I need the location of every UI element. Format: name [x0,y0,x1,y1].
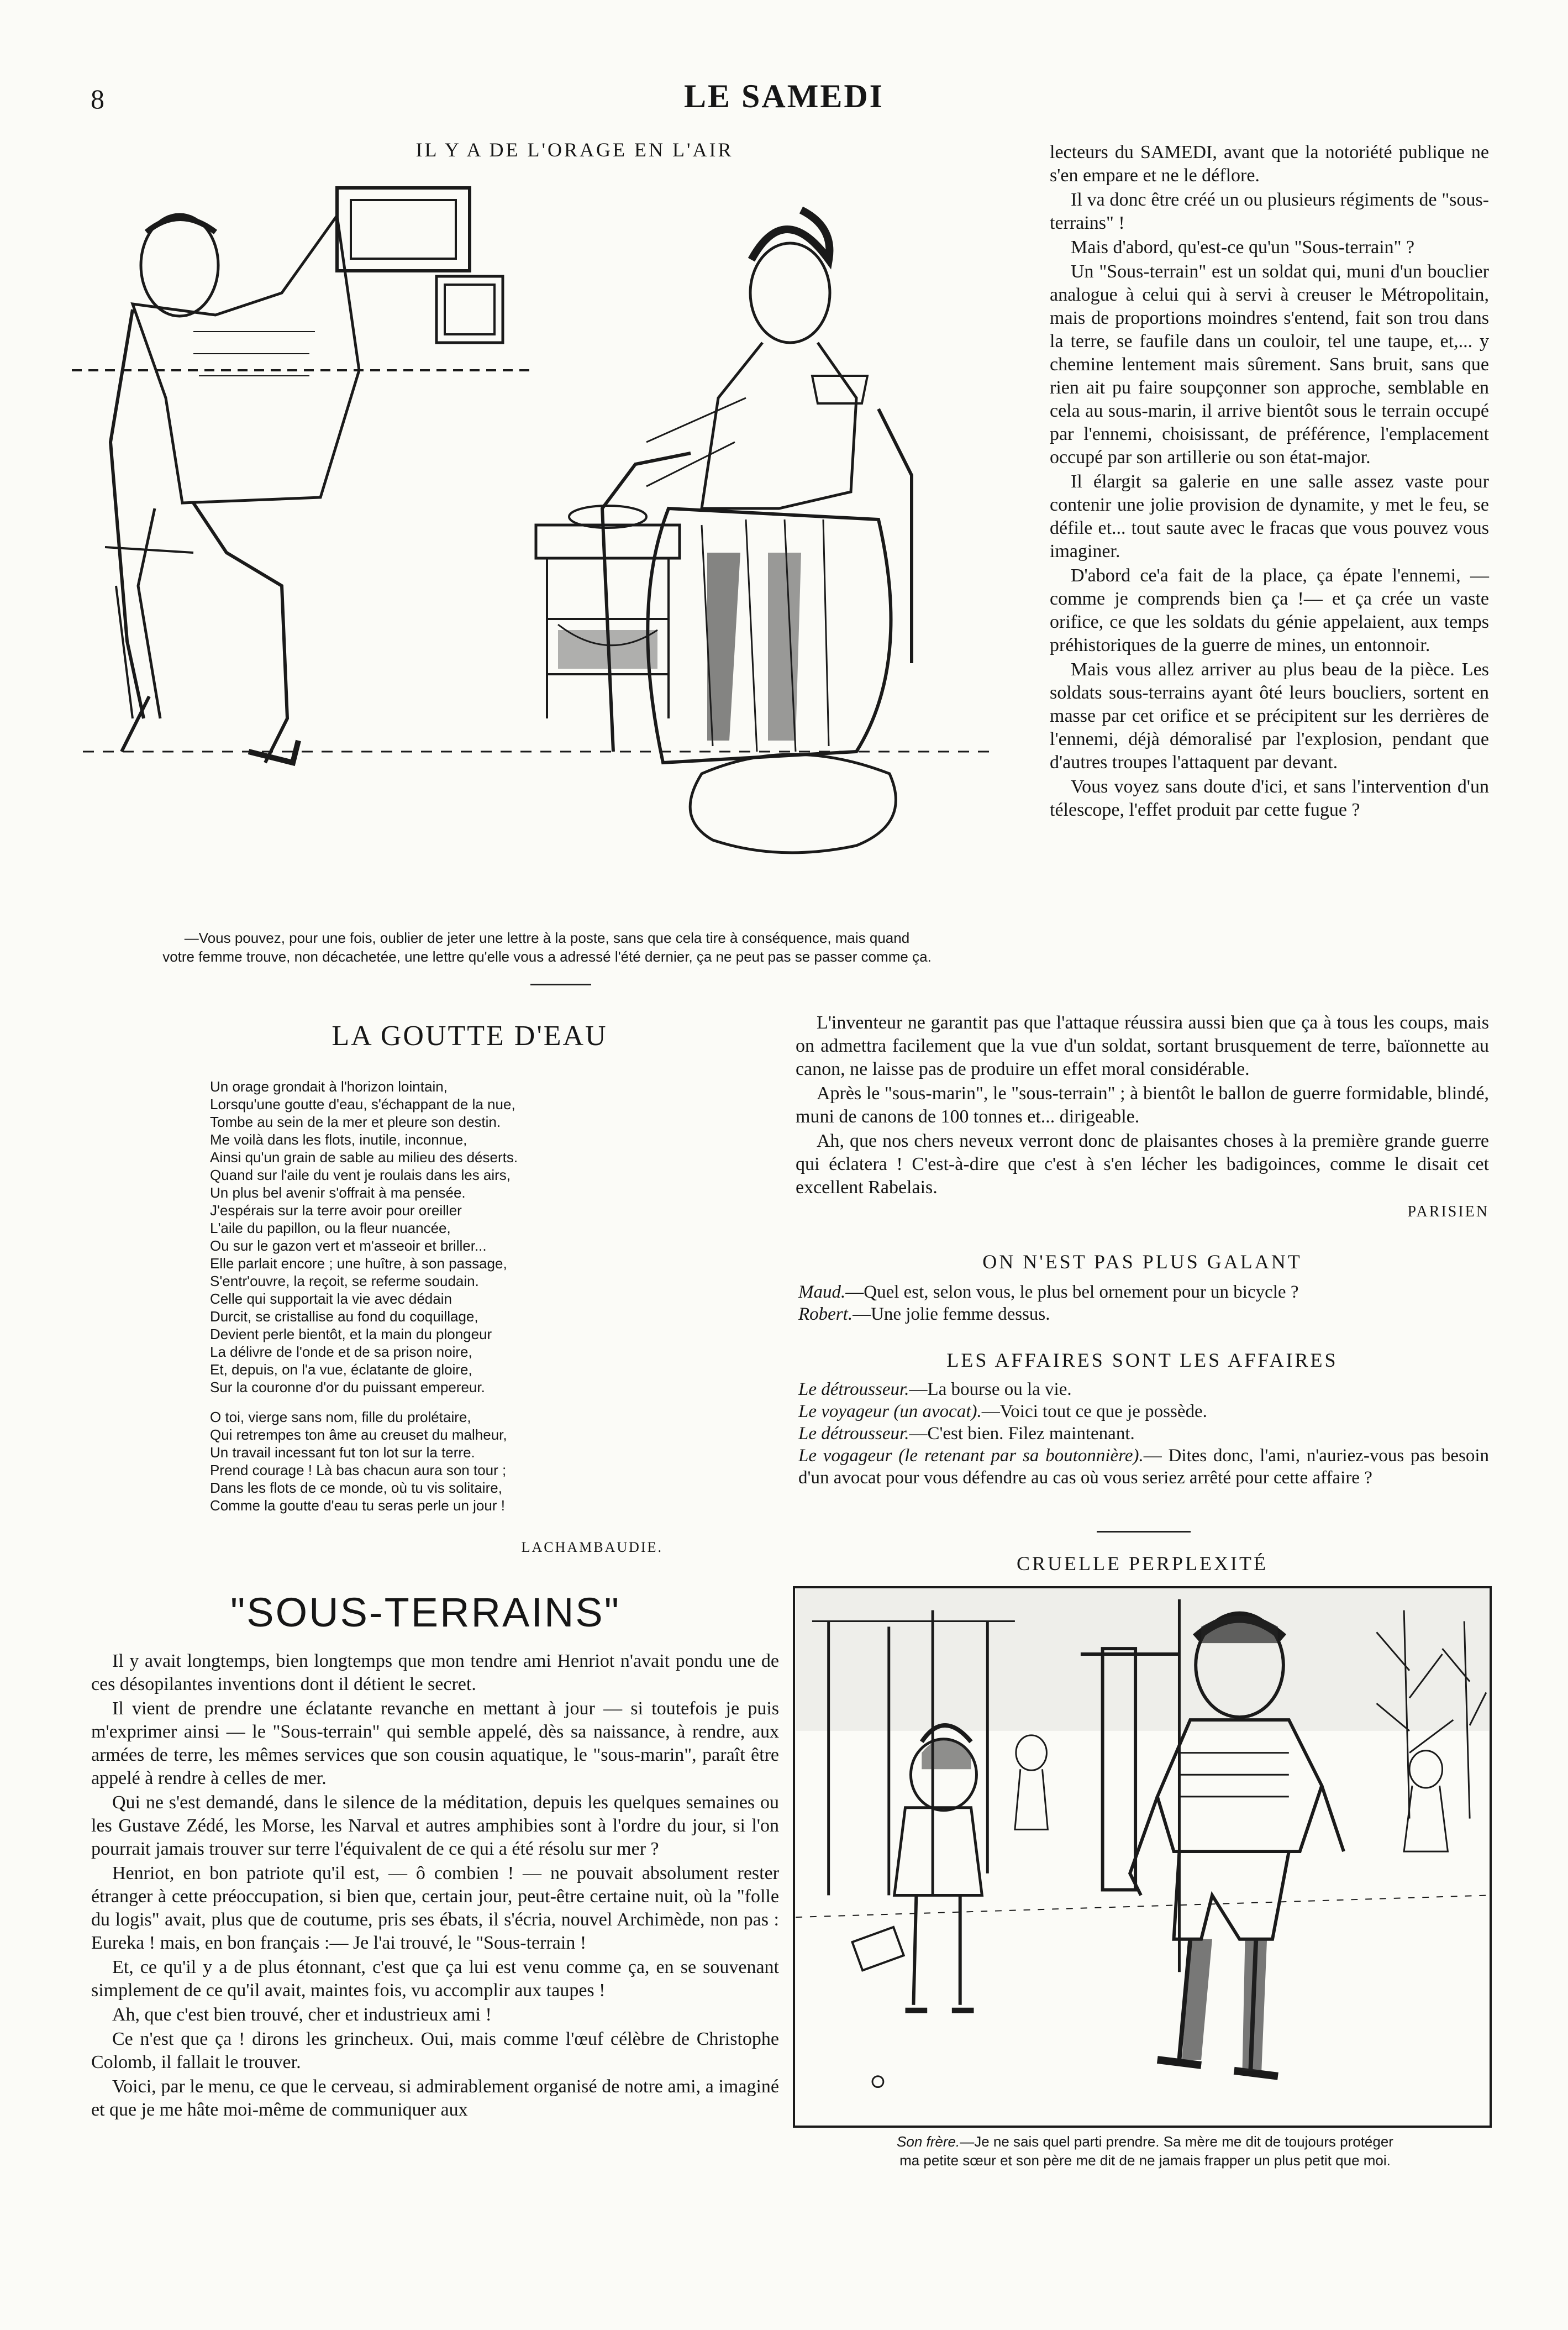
poem-line: Comme la goutte d'eau tu seras perle un jour ! [210,1497,505,1514]
section-divider [1097,1531,1191,1533]
sous-terrains-paragraph: Il vient de prendre une éclatante revanche en mettant à jour — si toutefois je puis m'exprimer ainsi — le "Sous-terrain" qui semble appelé, dès sa naissance, à rendre, aux armées de terre, les mêmes services que son cousin aquatique, le "sous-marin", paraît être appelé à rendre à celles de mer. [91,1698,779,1788]
dialogue-speaker: Le détrousseur. [798,1379,909,1399]
poem-line: La délivre de l'onde et de sa prison noire, [210,1344,472,1360]
goutte-author: LACHAMBAUDIE. [521,1539,663,1555]
right-paragraph: Vous voyez sans doute d'ici, et sans l'intervention d'un télescope, l'effet produit par cette fugue ? [1050,776,1489,820]
poem-line: Ou sur le gazon vert et m'asseoir et briller... [210,1237,487,1254]
goutte-title: LA GOUTTE D'EAU [332,1020,608,1052]
poem-line: Celle qui supportait la vie avec dédain [210,1290,452,1307]
right-paragraph: lecteurs du SAMEDI, avant que la notoriété publique ne s'en empare et ne le déflore. [1050,142,1489,186]
perplexite-title: CRUELLE PERPLEXITÉ [1017,1552,1268,1575]
perplexite-legend-line-1: —Je ne sais quel parti prendre. Sa mère me dit de toujours protéger [960,2133,1393,2150]
dialogue-speaker: Robert. [798,1304,853,1324]
right-paragraph: Un "Sous-terrain" est un soldat qui, muni d'un bouclier analogue à celui qui à servi à creuser le Métropolitain, mais de proportions moindres s'entend, fait son trou dans la terre, se faufile dans un couloir, tel une taupe, et,... y chemine lentement mais sûrement. Sans bruit, sans que rien ait pu faire soupçonner son approche, semblable en cela au sous-marin, il arrive bientôt sous le terrain occupé par l'ennemi, choisissant, de préférence, l'emplacement occupé par son artillerie ou son état-major. [1050,261,1489,468]
dialogue-text: —Voici tout ce que je possède. [981,1402,1207,1421]
sous-terrains-paragraph: Henriot, en bon patriote qu'il est, — ô combien ! — ne pouvait absolument rester étranger à cette préoccupation, si bien que, certain jour, peut-être certaine nuit, où la "folle du logis" avait, plus que de coutume, pris ses ébats, il s'écria, nouvel Archimède, non pas : Eureka ! mais, en bon français :— Je l'ai trouvé, le "Sous-terrain ! [91,1863,779,1953]
affaires-title: LES AFFAIRES SONT LES AFFAIRES [946,1349,1338,1371]
wide-column [796,1011,1489,1224]
sous-terrains-title: "SOUS-TERRAINS" [230,1589,621,1635]
children-drawing [795,1588,1490,2126]
poem-line: Et, depuis, on l'a vue, éclatante de gloire, [210,1361,472,1378]
dialogue-text: —Une jolie femme dessus. [853,1304,1050,1324]
poem-line: Durcit, se cristallise au fond du coquillage, [210,1308,478,1325]
poem-line: O toi, vierge sans nom, fille du prolétaire, [210,1409,471,1425]
affaires-dialogue [798,1378,1489,1489]
poem-line: Quand sur l'aile du vent je roulais dans les airs, [210,1167,511,1183]
poem-stanza [210,1078,707,1396]
orage-legend-line-2: votre femme trouve, non décachetée, une lettre qu'elle vous a adressé l'été dernier, ça ne peut pas se passer comme ça. [162,948,932,965]
dialogue-speaker: Le voyageur (un avocat). [798,1402,982,1421]
galant-dialogue [798,1281,1489,1325]
orage-caption: IL Y A DE L'ORAGE EN L'AIR [415,139,734,161]
sous-terrains-paragraph: Qui ne s'est demandé, dans le silence de la méditation, depuis les quelques semaines ou les Gustave Zédé, les Morse, les Narval et autres amphibies sont à l'ordre du jour, si l'on pourrait jamais trouver sur terre l'équivalent de ce qui a été résolu sur mer ? [91,1792,779,1859]
poem-line: Un orage grondait à l'horizon lointain, [210,1078,448,1095]
poem-line: Lorsqu'une goutte d'eau, s'échappant de la nue, [210,1096,515,1112]
poem-line: J'espérais sur la terre avoir pour oreiller [210,1202,462,1219]
sous-terrains-paragraph: Ah, que c'est bien trouvé, cher et industrieux ami ! [112,2004,492,2025]
right-paragraph: Il élargit sa galerie en une salle assez vaste pour contenir une jolie provision de dynamite, y met le feu, se défile et... tout saute avec le fracas que vous pouvez vous imaginer. [1050,471,1489,561]
right-paragraph: Mais vous allez arriver au plus beau de la pièce. Les soldats sous-terrains ayant ôté leurs boucliers, sortent en masse par cet orifice et se précipitent sur les derrières de l'ennemi, déjà démoralisé par l'explosion, pendant que d'autres troupes l'attaquent par devant. [1050,659,1489,773]
poem-line: Dans les flots de ce monde, où tu vis solitaire, [210,1479,502,1496]
poem-line: Ainsi qu'un grain de sable au milieu des déserts. [210,1149,518,1166]
dialogue-speaker: Le détrousseur. [798,1424,909,1444]
page-number: 8 [91,83,104,114]
poem-line: Prend courage ! Là bas chacun aura son tour ; [210,1462,507,1478]
goutte-poem [210,1078,707,1526]
masthead-title: LE SAMEDI [683,78,885,114]
sous-terrains-column [91,1650,779,2123]
dialogue-text: —C'est bien. Filez maintenant. [909,1424,1135,1444]
sous-terrains-paragraph: Voici, par le menu, ce que le cerveau, si admirablement organisé de notre ami, a imaginé et que je me hâte moi-même de communiquer aux [91,2076,779,2120]
right-paragraph: Mais d'abord, qu'est-ce qu'un "Sous-terrain" ? [1071,237,1415,258]
poem-line: S'entr'ouvre, la reçoit, se referme soudain. [210,1273,479,1289]
dialogue-speaker: Le vogageur (le retenant par sa boutonnière). [798,1446,1144,1466]
couple-drawing [50,166,1044,928]
poem-line: Un plus bel avenir s'offrait à ma pensée. [210,1184,466,1201]
dialogue-text: —La bourse ou la vie. [909,1379,1072,1399]
sous-terrains-paragraph: Il y avait longtemps, bien longtemps que mon tendre ami Henriot n'avait pondu une de ces désopilantes inventions dont il détient le secret. [91,1651,779,1694]
right-paragraph: D'abord ce'a fait de la place, ça épate l'ennemi, — comme je comprends bien ça !— et ça crée un vaste orifice, ce que les soldats du génie appelaient, aux temps préhistoriques de la guerre de mines, un entonnoir. [1050,565,1489,655]
orage-legend [50,928,1044,966]
poem-line: Tombe au sein de la mer et pleure son destin. [210,1114,501,1130]
wide-signature: PARISIEN [1407,1203,1489,1220]
perplexite-illustration [793,1586,1492,2128]
section-divider [530,984,591,985]
sous-terrains-paragraph: Ce n'est que ça ! dirons les grincheux. Oui, mais comme l'œuf célèbre de Christophe Colomb, il fallait le trouver. [91,2029,779,2072]
perplexite-legend-line-2: ma petite sœur et son père me dit de ne jamais frapper un plus petit que moi. [899,2152,1391,2169]
poem-stanza [210,1408,707,1514]
orage-illustration [50,166,1044,928]
dialogue-text: — Dites donc, l'ami, n'auriez-vous pas besoin d'un avocat pour vous défendre au cas où vous seriez arrêté pour cette affaire ? [798,1446,1489,1488]
sous-terrains-paragraph: Et, ce qu'il y a de plus étonnant, c'est que ça lui est venu comme ça, en se souvenant simplement de ce qu'il avait, maintes fois, vu accomplir aux taupes ! [91,1957,779,2001]
orage-legend-line-1: —Vous pouvez, pour une fois, oublier de jeter une lettre à la poste, sans que cela tire à conséquence, mais quand [184,930,910,946]
poem-line: Un travail incessant fut ton lot sur la terre. [210,1444,475,1461]
perplexite-legend-speaker: Son frère. [897,2133,960,2150]
dialogue-text: —Quel est, selon vous, le plus bel ornement pour un bicycle ? [845,1282,1299,1302]
dialogue-speaker: Maud. [798,1282,846,1302]
poem-line: Sur la couronne d'or du puissant empereur. [210,1379,485,1395]
right-column [1050,141,1489,823]
poem-line: Me voilà dans les flots, inutile, inconnue, [210,1131,467,1148]
poem-line: Devient perle bientôt, et la main du plongeur [210,1326,492,1342]
perplexite-legend [796,2132,1495,2170]
wide-paragraph: L'inventeur ne garantit pas que l'attaque réussira aussi bien que ça à tous les coups, mais on admettra facilement que la vue d'un soldat, sortant brusquement de terre, baïonnette au canon, ne laisse pas de produire un effet moral considérable. [796,1012,1489,1079]
right-paragraph: Il va donc être créé un ou plusieurs régiments de "sous-terrains" ! [1050,190,1489,233]
poem-line: L'aile du papillon, ou la fleur nuancée, [210,1220,451,1236]
galant-title: ON N'EST PAS PLUS GALANT [982,1251,1302,1273]
poem-line: Elle parlait encore ; une huître, à son passage, [210,1255,507,1272]
poem-line: Qui retrempes ton âme au creuset du malheur, [210,1426,507,1443]
wide-paragraph: Ah, que nos chers neveux verront donc de plaisantes choses à la première grande guerre qui éclatera ! C'est-à-dire que c'est à s'en lécher les badigoinces, comme le disait cet excellent Rabelais. [796,1131,1489,1198]
wide-paragraph: Après le "sous-marin", le "sous-terrain" ; à bientôt le ballon de guerre formidable, blindé, muni de canons de 100 tonnes et... dirigeable. [796,1083,1489,1127]
